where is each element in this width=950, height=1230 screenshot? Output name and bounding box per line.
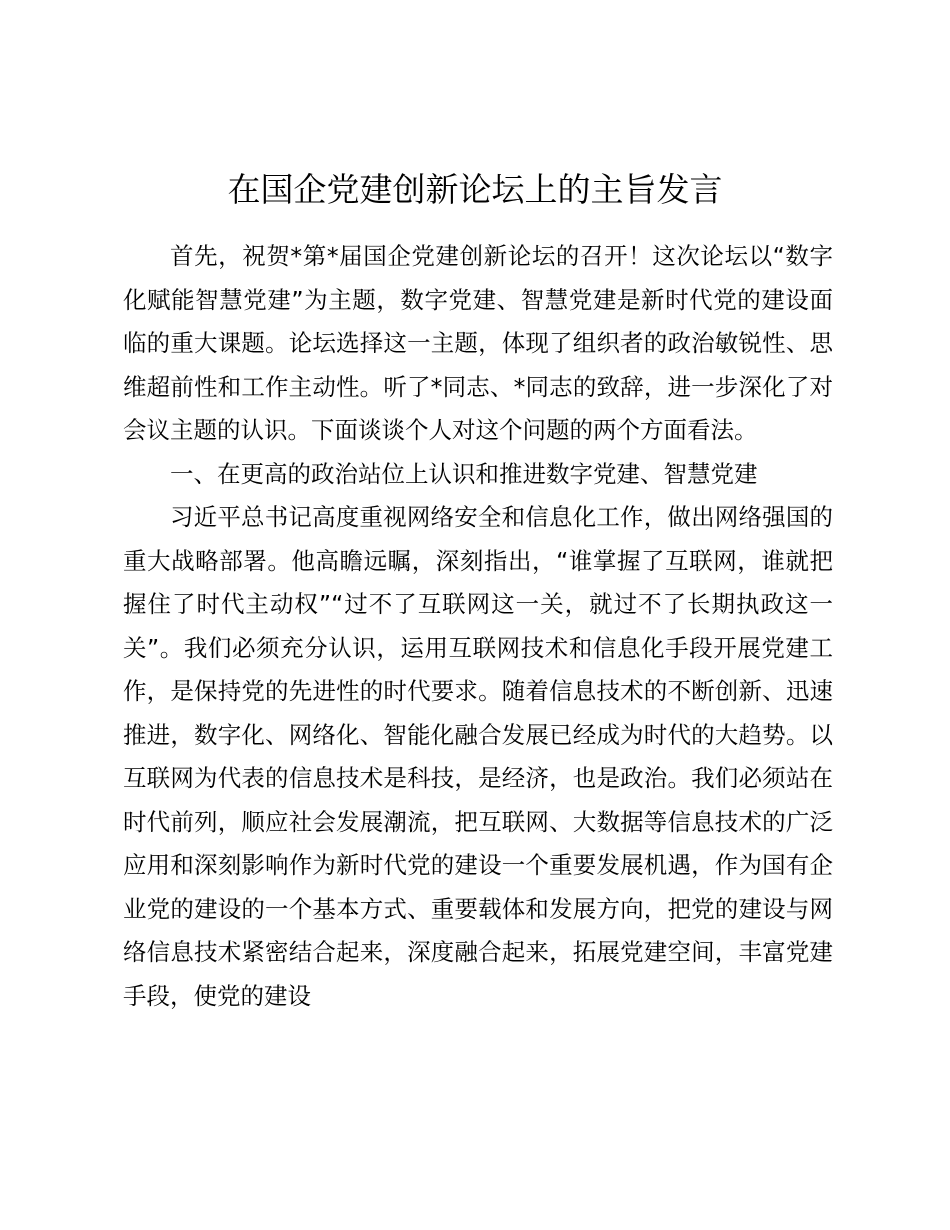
section-heading-1: 一、在更高的政治站位上认识和推进数字党建、智慧党建	[170, 459, 758, 488]
paragraph-section-1: 习近平总书记高度重视网络安全和信息化工作，做出网络强国的重大战略部署。他高瞻远瞩，深刻指出，“谁掌握了互联网，谁就把握住了时代主动权”“过不了互联网这一关，就过不了长期执政这一关”。我们必须充分认识，运用互联网技术和信息化手段开展党建工作，是保持党的先进性的时代要求。随着信息技术的不断创新、迅速推进，数字化、网络化、智能化融合发展已经成为时代的大趋势。以互联网为代表的信息技术是科技，是经济，也是政治。我们必须站在时代前列，顺应社会发展潮流，把互联网、大数据等信息技术的广泛应用和深刻影响作为新时代党的建设一个重要发展机遇，作为国有企业党的建设的一个基本方式、重要载体和发展方向，把党的建设与网络信息技术紧密结合起来，深度融合起来，拓展党建空间，丰富党建手段，使党的建设	[123, 503, 833, 1010]
paragraph-intro: 首先，祝贺*第*届国企党建创新论坛的召开！这次论坛以“数字化赋能智慧党建”为主题，数字党建、智慧党建是新时代党的建设面临的重大课题。论坛选择这一主题，体现了组织者的政治敏锐性、思维超前性和工作主动性。听了*同志、*同志的致辞，进一步深化了对会议主题的认识。下面谈谈个人对这个问题的两个方面看法。	[123, 242, 833, 444]
document-title: 在国企党建创新论坛上的主旨发言	[227, 170, 723, 209]
document-body	[123, 235, 833, 1018]
